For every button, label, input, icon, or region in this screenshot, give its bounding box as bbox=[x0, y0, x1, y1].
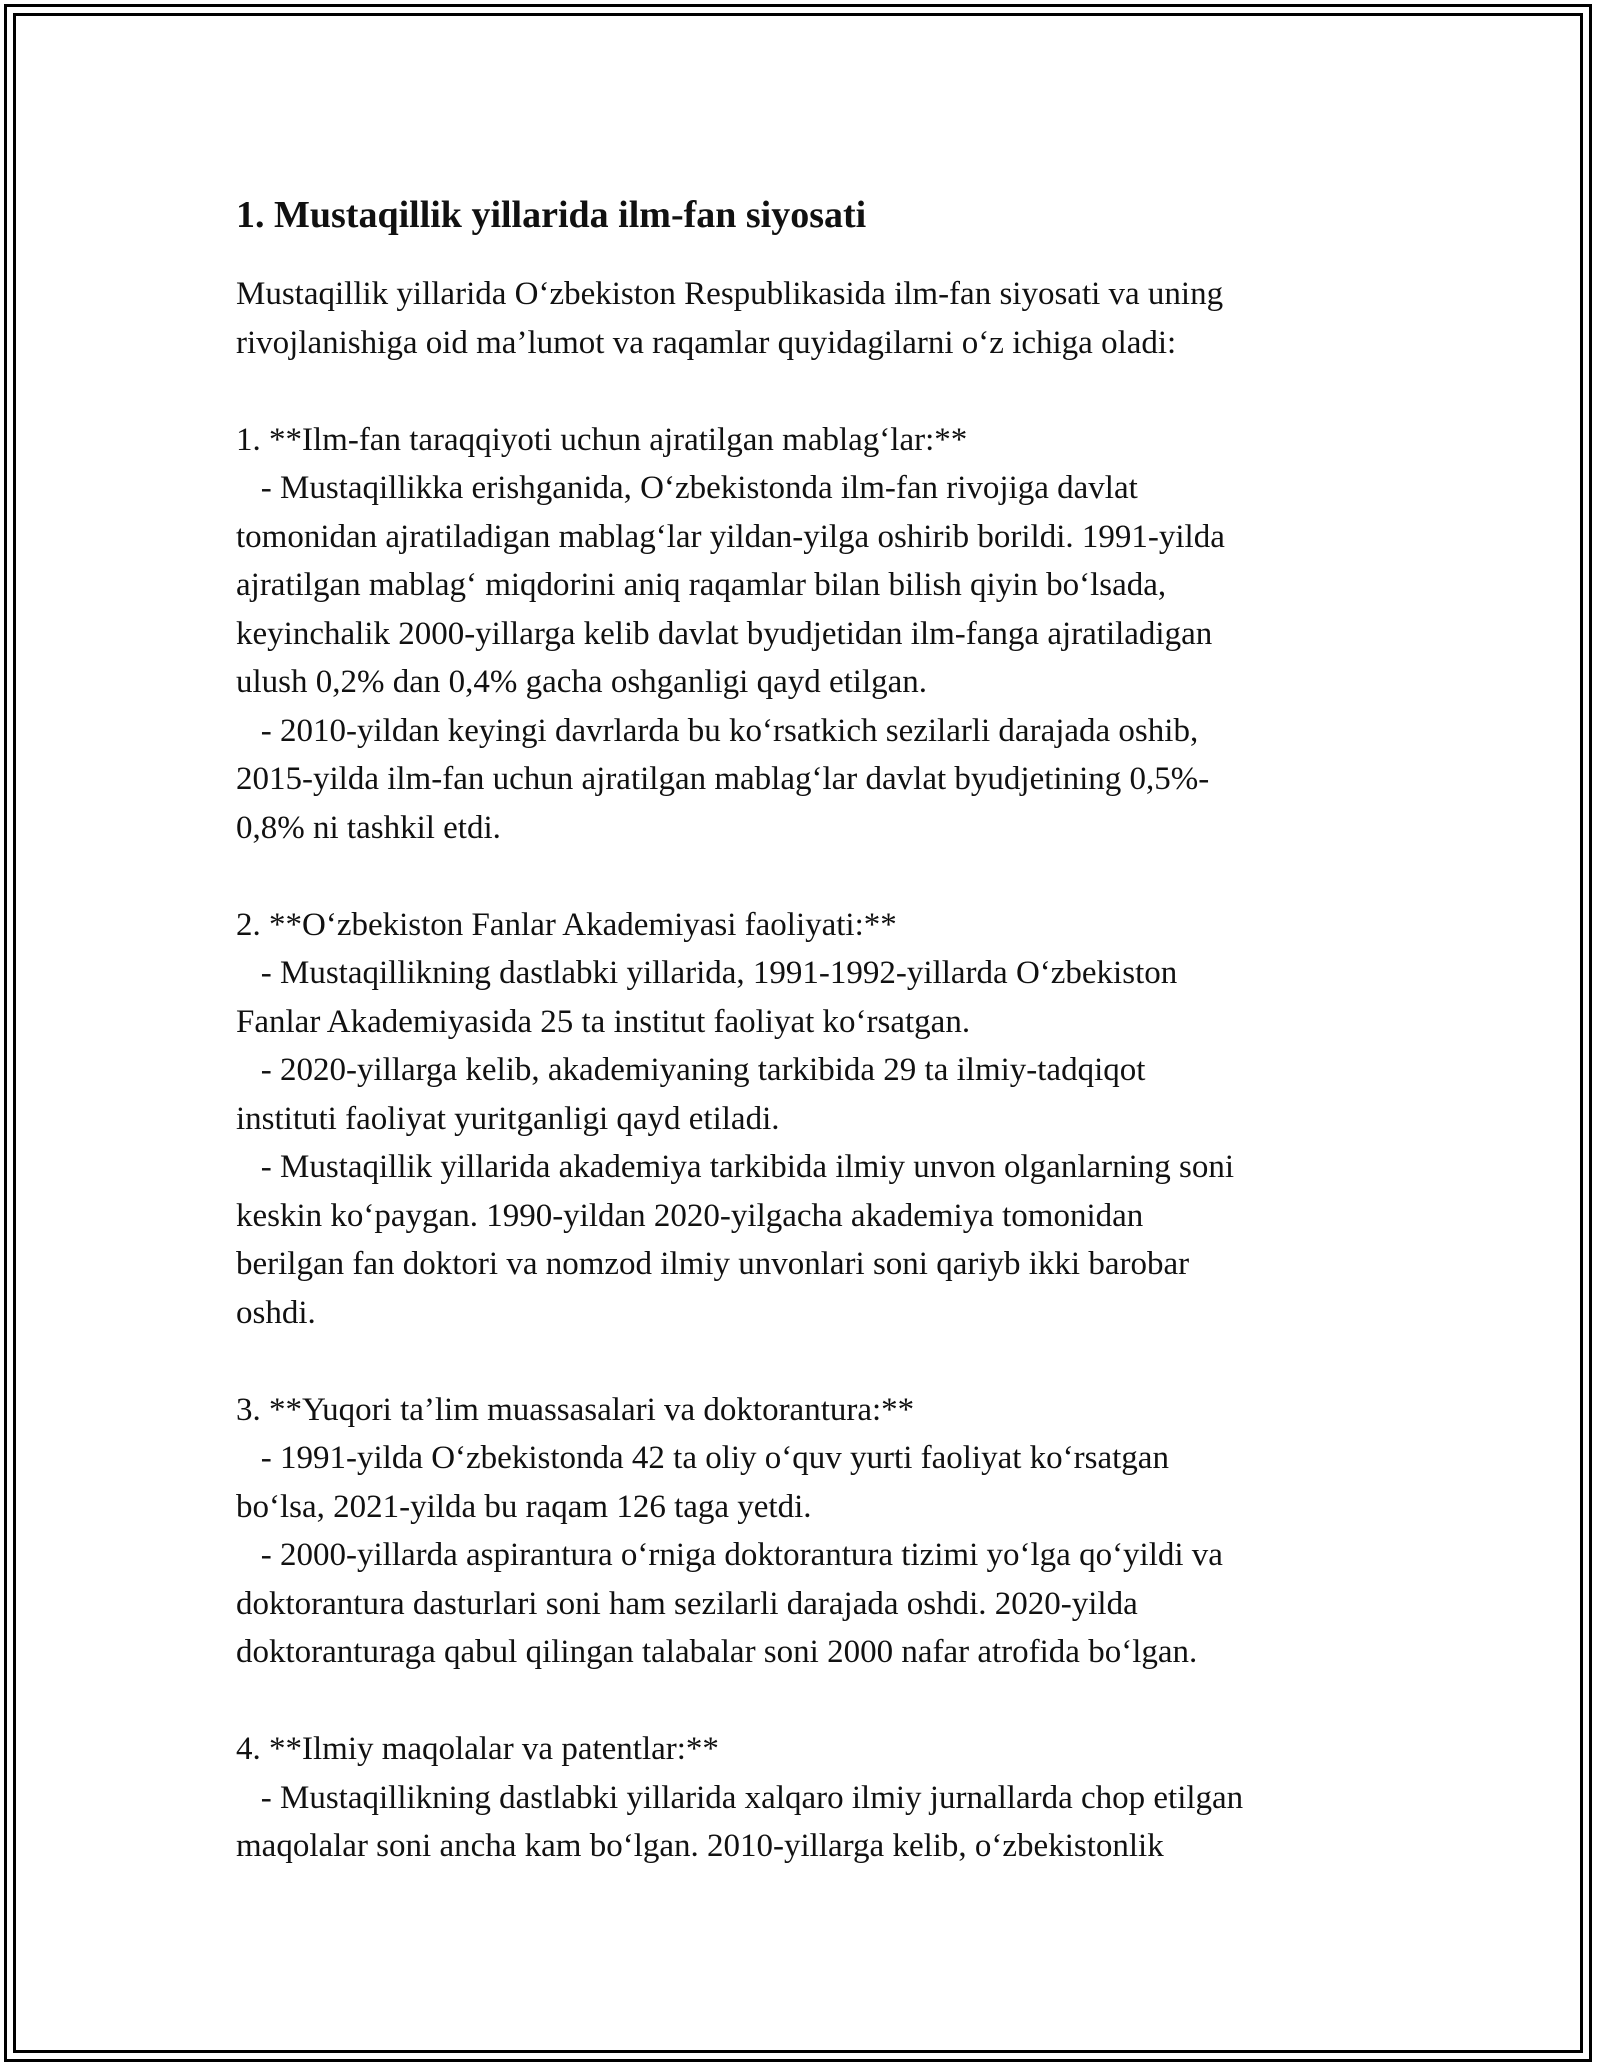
text-line: - 2020-yillarga kelib, akademiyaning tarkibida 29 ta ilmiy-tadqiqot bbox=[236, 1052, 1146, 1088]
paragraph-gap bbox=[236, 852, 1376, 901]
paragraph-gap bbox=[236, 1677, 1376, 1726]
text-line: ajratilgan mablag‘ miqdorini aniq raqamlar bilan bilish qiyin bo‘lsada, bbox=[236, 567, 1167, 603]
section-higher-education bbox=[236, 1386, 1376, 1677]
text-line: bo‘lsa, 2021-yilda bu raqam 126 taga yetdi. bbox=[236, 1488, 812, 1525]
text-line: 2015-yilda ilm-fan uchun ajratilgan mablag‘lar davlat byudjetining 0,5%- bbox=[236, 761, 1210, 797]
text-line: ulush 0,2% dan 0,4% gacha oshganligi qayd etilgan. bbox=[236, 664, 928, 700]
intro-paragraph bbox=[236, 270, 1376, 367]
text-line: 0,8% ni tashkil etdi. bbox=[236, 809, 501, 846]
text-line: - 2010-yildan keyingi davrlarda bu ko‘rsatkich sezilarli darajada oshib, bbox=[236, 712, 1199, 749]
paragraph-gap bbox=[236, 1337, 1376, 1386]
text-line: - 1991-yilda O‘zbekistonda 42 ta oliy o‘quv yurti faoliyat ko‘rsatgan bbox=[236, 1440, 1169, 1476]
section-heading: 2. **O‘zbekiston Fanlar Akademiyasi faoliyati:** bbox=[236, 906, 897, 943]
section-publications bbox=[236, 1725, 1376, 1871]
text-line: instituti faoliyat yuritganligi qayd etiladi. bbox=[236, 1100, 780, 1137]
text-line: keyinchalik 2000-yillarga kelib davlat byudjetidan ilm-fanga ajratiladigan bbox=[236, 615, 1213, 652]
text-line: - Mustaqillik yillarida akademiya tarkibida ilmiy unvon olganlarning soni bbox=[236, 1149, 1235, 1185]
document-title: 1. Mustaqillik yillarida ilm-fan siyosati bbox=[236, 194, 867, 236]
section-heading: 3. **Yuqori ta’lim muassasalari va doktorantura:** bbox=[236, 1391, 915, 1428]
section-heading: 1. **Ilm-fan taraqqiyoti uchun ajratilgan mablag‘lar:** bbox=[236, 421, 968, 458]
intro-line: Mustaqillik yillarida O‘zbekiston Respublikasida ilm-fan siyosati va uning bbox=[236, 276, 1224, 312]
text-line: - Mustaqillikning dastlabki yillarida xalqaro ilmiy jurnallarda chop etilgan bbox=[236, 1779, 1244, 1816]
text-line: keskin ko‘paygan. 1990-yildan 2020-yilgacha akademiya tomonidan bbox=[236, 1197, 1144, 1234]
text-line: oshdi. bbox=[236, 1294, 316, 1331]
section-funding bbox=[236, 416, 1376, 853]
text-line: - Mustaqillikning dastlabki yillarida, 1991-1992-yillarda O‘zbekiston bbox=[236, 955, 1178, 991]
text-line: berilgan fan doktori va nomzod ilmiy unvonlari soni qariyb ikki barobar bbox=[236, 1246, 1190, 1282]
text-line: - 2000-yillarda aspirantura o‘rniga doktorantura tizimi yo‘lga qo‘yildi va bbox=[236, 1537, 1223, 1573]
text-line: doktorantura dasturlari soni ham sezilarli darajada oshdi. 2020-yilda bbox=[236, 1585, 1138, 1622]
intro-line: rivojlanishiga oid ma’lumot va raqamlar quyidagilarni o‘z ichiga oladi: bbox=[236, 324, 1177, 361]
text-line: maqolalar soni ancha kam bo‘lgan. 2010-yillarga kelib, o‘zbekistonlik bbox=[236, 1828, 1164, 1864]
text-line: - Mustaqillikka erishganida, O‘zbekistonda ilm-fan rivojiga davlat bbox=[236, 470, 1138, 506]
paragraph-gap bbox=[236, 367, 1376, 416]
section-heading: 4. **Ilmiy maqolalar va patentlar:** bbox=[236, 1731, 719, 1767]
section-academy bbox=[236, 901, 1376, 1338]
text-line: doktoranturaga qabul qilingan talabalar soni 2000 nafar atrofida bo‘lgan. bbox=[236, 1634, 1198, 1670]
text-line: tomonidan ajratiladigan mablag‘lar yildan-yilga oshirib borildi. 1991-yilda bbox=[236, 518, 1225, 555]
text-line: Fanlar Akademiyasida 25 ta institut faoliyat ko‘rsatgan. bbox=[236, 1003, 971, 1040]
document-body bbox=[236, 190, 1376, 1871]
